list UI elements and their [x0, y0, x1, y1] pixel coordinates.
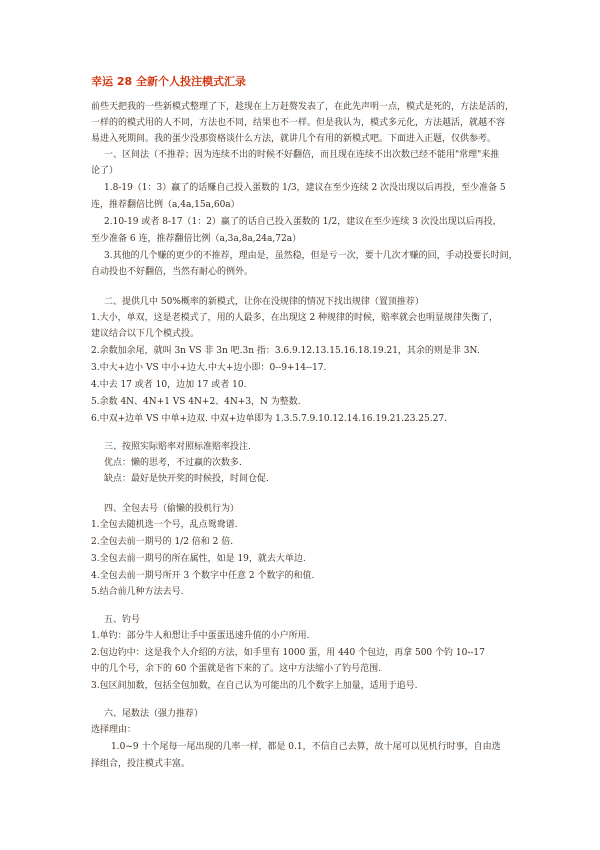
- intro-line: 一样的的模式用的人不同，方法也不同，结果也不一样。但是我认为，模式多元化，方法越活，就越不容: [91, 118, 506, 128]
- list-item: 6.中双+边单 VS 中单+边双. 中双+边单即为 1.3.5.7.9.10.12.14.16.19.21.23.25.27.: [91, 414, 447, 424]
- list-item: 1.全包去随机选一个号，乱点鸳鸯谱.: [91, 520, 238, 530]
- list-item: 2.10-19 或者 8-17（1：2）赢了的话自己投入蛋数的 1/2，建议在至少连续 3 次没出现以后再投，: [104, 217, 502, 227]
- list-item: 4.全包去前一期号所开 3 个数字中任意 2 个数字的和值.: [91, 571, 315, 581]
- section-1-heading: 一、区间法（不推荐；因为连续不出的时候不好翻倍，而且现在连续不出次数已经不能用"常理"来推: [104, 150, 500, 160]
- body-line: 1.0~9 十个尾每一尾出现的几率一样，都是 0.1，不信自己去算，故十尾可以见机行时事，自由选: [111, 742, 501, 752]
- note-line: 缺点：最好是快开奖的时候投，时间仓促.: [104, 474, 269, 484]
- section-2-heading: 二、提供几中 50%概率的新模式，让你在没规律的情况下找出规律（置顶推荐）: [104, 297, 424, 307]
- list-item: 5.结合前几种方法去号.: [91, 587, 184, 597]
- section-1-heading: 论了）: [91, 166, 119, 176]
- section-6-heading: 六、尾数法（强力推荐）: [104, 709, 204, 719]
- list-item: 2.余数加余尾，就叫 3n VS 非 3n 吧.3n 指：3.6.9.12.13.15.16.18.19.21，其余的则是非 3N.: [91, 346, 480, 356]
- list-item: 3.其他的几个赚的更少的不推荐，理由是，虽然稳，但是亏一次，要十几次才赚的回，手动投要长时间，: [104, 251, 518, 261]
- list-item: 连，推荐翻倍比例（a,4a,15a,60a）: [91, 200, 240, 210]
- list-item: 自动投也不好翻倍，当然有耐心的例外。: [91, 267, 254, 277]
- list-item: 3.全包去前一期号的所在属性，如是 19，就去大单边.: [91, 554, 306, 564]
- section-4-heading: 四、全包去号（偷懒的投机行为）: [104, 504, 240, 514]
- intro-line: 前些天把我的一些新模式整理了下，趁现在上万赶赘发表了，在此先声明一点，模式是死的，方法是活的，: [91, 102, 515, 112]
- list-item: 1.大小，单双，这是老模式了，用的人最多，在出现这 2 种规律的时候，赔率就会也明显规律失衡了，: [91, 313, 499, 323]
- list-item: 2.包边钓中：这是我个人介绍的方法，如手里有 1000 蛋，用 440 个包边，再拿 500 个钓 10--17: [91, 648, 485, 658]
- list-item: 1.8-19（1：3）赢了的话赚自己投入蛋数的 1/3，建议在至少连续 2 次没出现以后再投，至少准备 5: [104, 183, 506, 193]
- document-title: 幸运 28 全新个人投注模式汇录: [91, 75, 246, 88]
- list-item: 3.中大+边小 VS 中小+边大.中大+边小即：0--9+14--17.: [91, 363, 327, 373]
- list-item: 至少准备 6 连，推荐翻倍比例（a,3a,8a,24a,72a）: [91, 234, 302, 244]
- list-item: 建议结合以下几个模式投。: [91, 329, 200, 339]
- list-item: 2.全包去前一期号的 1/2 倍和 2 倍.: [91, 537, 234, 547]
- list-item: 1.单钓：部分牛人和想让手中蛋蛋迅速升值的小户所用.: [91, 631, 310, 641]
- intro-line: 易进入死期间。我的蛋少没那资格谈什么方法，就讲几个有用的新模式吧。下面进入正题，仅供参考。: [91, 134, 497, 144]
- body-line: 择组合，投注模式丰富。: [91, 759, 191, 769]
- section-5-heading: 五、钓号: [104, 615, 141, 625]
- list-item: 4.中去 17 或者 10，边加 17 或者 10.: [91, 380, 247, 390]
- section-6-subheading: 选择理由：: [91, 725, 137, 735]
- note-line: 优点：懒的思考，不过赢的次数多.: [104, 458, 242, 468]
- list-item: 3.包区间加数，包括全包加数，在自己认为可能出的几个数字上加量，适用于追号.: [91, 681, 418, 691]
- list-item: 5.余数 4N、4N+1 VS 4N+2、4N+3，N 为整数.: [91, 397, 301, 407]
- section-3-heading: 三、按照实际赔率对照标准赔率投注.: [104, 442, 251, 452]
- list-item: 中的几个号，余下的 60 个蛋就是省下来的了。这中方法缩小了钓号范围.: [91, 664, 382, 674]
